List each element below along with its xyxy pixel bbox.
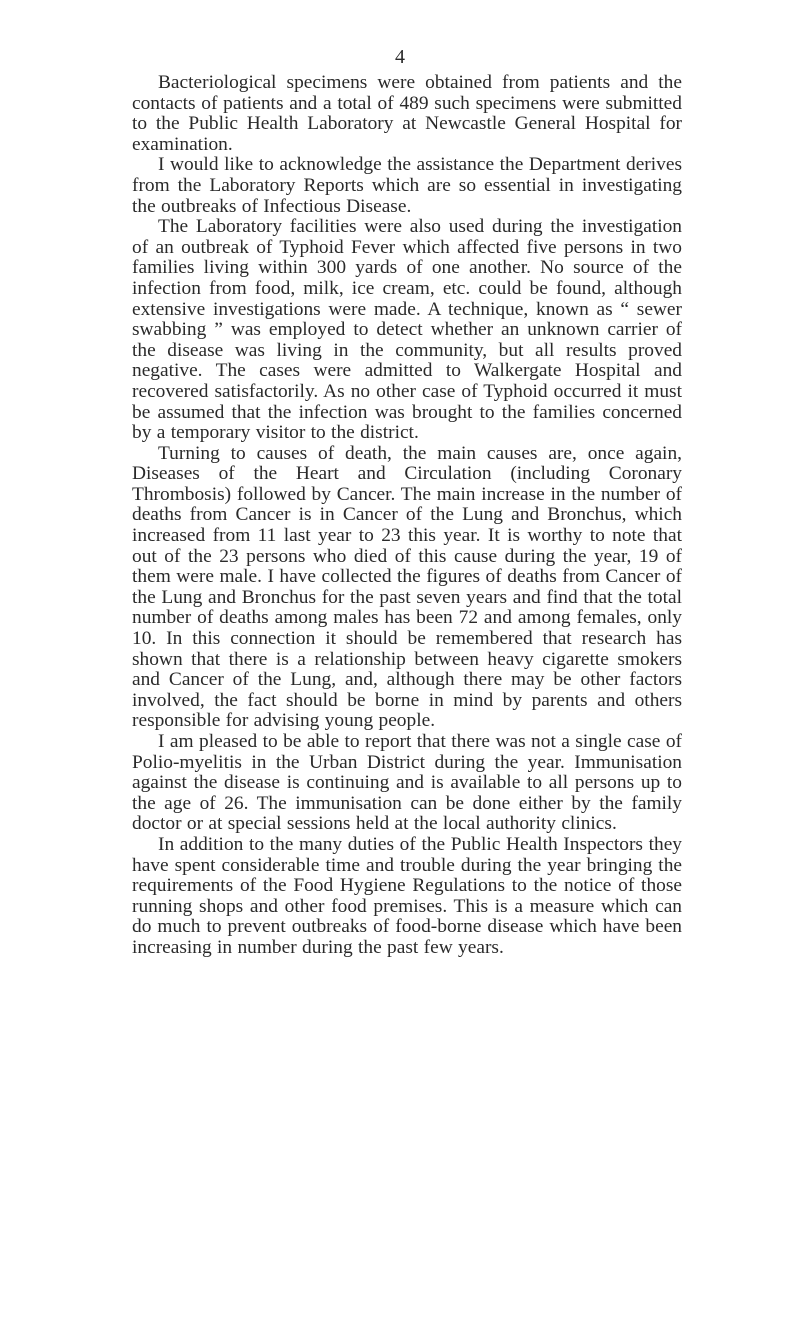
- paragraph-laboratory-specimens: Bacteriological specimens were obtained from patients and the contacts of patients and a total of 489 such specimens were submitted to the Public Health Laboratory at Newcastle General Hospital for examination.: [132, 72, 682, 155]
- paragraph-laboratory-acknowledgement: I would like to acknowledge the assistance the Department derives from the Laboratory Reports which are so essential in investigating the outbreaks of Infectious Disease.: [132, 154, 682, 217]
- paragraph-causes-of-death: Turning to causes of death, the main causes are, once again, Diseases of the Heart and Circulation (including Coronary Thrombosis) followed by Cancer. The main increase in the number of deaths from Cancer is in Cancer of the Lung and Bronchus, which increased from 11 last year to 23 this year. It is worthy to note that out of the 23 persons who died of this cause during the year, 19 of them were male. I have collected the figures of deaths from Cancer of the Lung and Bronchus for the past seven years and find that the total number of deaths among males has been 72 and among females, only 10. In this connection it should be remembered that research has shown that there is a relationship between heavy cigarette smokers and Cancer of the Lung, and, although there may be other factors involved, the fact should be borne in mind by parents and others responsible for advising young people.: [132, 442, 682, 732]
- page-number: 4: [395, 46, 405, 68]
- paragraph-typhoid-outbreak: The Laboratory facilities were also used during the investigation of an outbreak of Typhoid Fever which affected five persons in two families living within 300 yards of one another. No source of the infection from food, milk, ice cream, etc. could be found, although extensive investigations were made. A technique, known as “ sewer swabbing ” was employed to detect whether an unknown carrier of the disease was living in the community, but all results proved negative. The cases were admitted to Walkergate Hospital and recovered satisfactorily. As no other case of Typhoid occurred it must be assumed that the infection was brought to the families concerned by a temporary visitor to the district.: [132, 216, 682, 444]
- paragraph-food-hygiene: In addition to the many duties of the Public Health Inspectors they have spent considerable time and trouble during the year bringing the requirements of the Food Hygiene Regulations to the notice of those running shops and other food premises. This is a measure which can do much to prevent outbreaks of food-borne disease which have been increasing in number during the past few years.: [132, 833, 682, 958]
- paragraph-polio-immunisation: I am pleased to be able to report that there was not a single case of Polio-myelitis in the Urban District during the year. Immunisation against the disease is continuing and is available to all persons up to the age of 26. The immunisation can be done either by the family doctor or at special sessions held at the local authority clinics.: [132, 731, 682, 835]
- report-body: [132, 73, 682, 959]
